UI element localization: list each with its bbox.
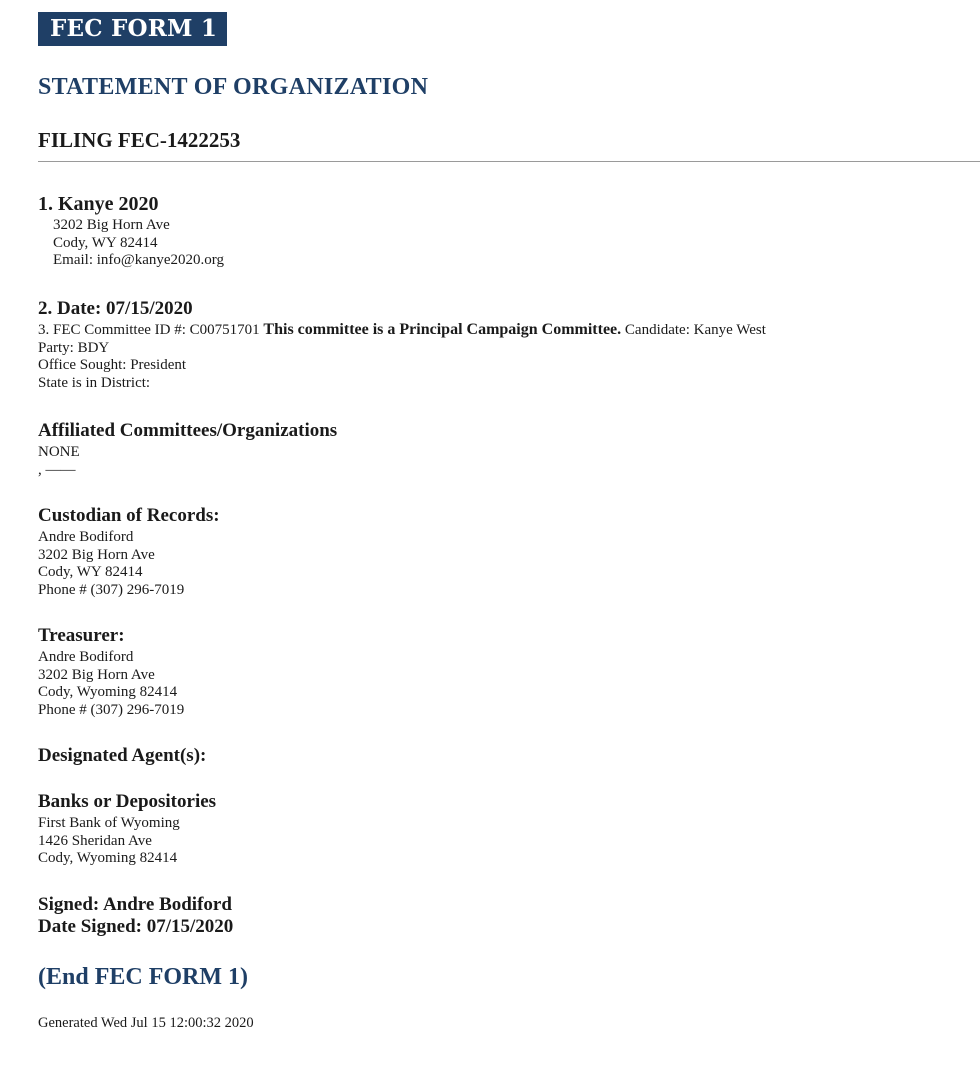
treasurer-phone: Phone # (307) 296-7019 [38, 701, 185, 718]
committee-id: 3. FEC Committee ID #: C00751701 [38, 322, 260, 338]
agents-heading: Designated Agent(s): [38, 745, 207, 766]
banks-section [38, 791, 216, 868]
bank-address-line2: Cody, Wyoming 82414 [38, 850, 178, 866]
affiliated-value: NONE [38, 444, 80, 460]
custodian-heading: Custodian of Records: [38, 505, 220, 526]
custodian-address-line2: Cody, WY 82414 [38, 564, 143, 580]
candidate-name: Candidate: Kanye West [624, 322, 766, 338]
signed-by: Signed: Andre Bodiford [38, 894, 232, 915]
treasurer-section [38, 625, 184, 719]
principal-committee-note: This committee is a Principal Campaign Committee. [263, 321, 622, 338]
committee-section [38, 193, 224, 270]
committee-email: Email: info@kanye2020.org [53, 252, 225, 268]
header-divider [38, 161, 980, 162]
date-section [38, 298, 766, 392]
party: Party: BDY [38, 339, 110, 356]
committee-address-line1: 3202 Big Horn Ave [53, 217, 170, 233]
form-badge: FEC FORM 1 [38, 12, 227, 46]
treasurer-name: Andre Bodiford [38, 649, 134, 665]
custodian-address-line1: 3202 Big Horn Ave [38, 546, 155, 563]
committee-id-line [38, 321, 766, 340]
filing-number: FILING FEC-1422253 [38, 128, 241, 152]
affiliated-dash: , —— [38, 461, 76, 478]
treasurer-heading: Treasurer: [38, 625, 125, 646]
office-sought: Office Sought: President [38, 357, 187, 373]
end-form-title: (End FEC FORM 1) [38, 964, 248, 990]
treasurer-address-line2: Cody, Wyoming 82414 [38, 684, 178, 700]
date-signed: Date Signed: 07/15/2020 [38, 916, 234, 937]
custodian-name: Andre Bodiford [38, 529, 134, 545]
page-title: STATEMENT OF ORGANIZATION [38, 74, 429, 100]
date-heading: 2. Date: 07/15/2020 [38, 298, 193, 319]
custodian-phone: Phone # (307) 296-7019 [38, 581, 185, 598]
affiliated-section [38, 420, 337, 479]
banks-heading: Banks or Depositories [38, 791, 217, 812]
state-district: State is in District: [38, 374, 151, 391]
signature-section [38, 894, 233, 938]
custodian-section [38, 505, 220, 599]
agents-section [38, 745, 206, 767]
bank-name: First Bank of Wyoming [38, 815, 180, 831]
generated-timestamp: Generated Wed Jul 15 12:00:32 2020 [38, 1015, 254, 1031]
committee-address-line2: Cody, WY 82414 [53, 234, 158, 251]
committee-heading: 1. Kanye 2020 [38, 193, 159, 215]
treasurer-address-line1: 3202 Big Horn Ave [38, 666, 155, 683]
bank-address-line1: 1426 Sheridan Ave [38, 832, 152, 849]
affiliated-heading: Affiliated Committees/Organizations [38, 420, 338, 441]
